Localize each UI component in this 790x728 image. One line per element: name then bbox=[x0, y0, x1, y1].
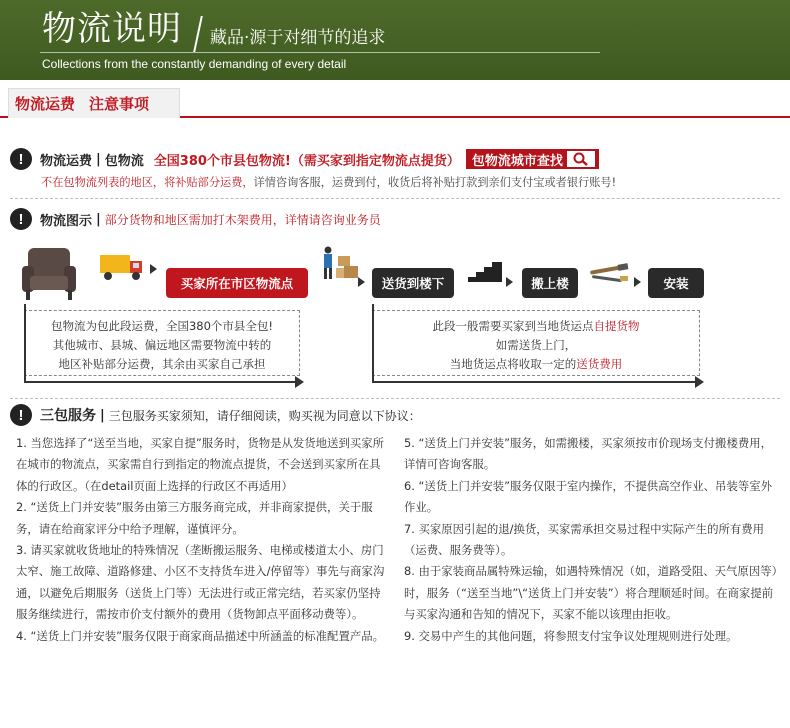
banner-divider bbox=[40, 52, 600, 53]
banner-english: Collections from the constantly demanding of every detail bbox=[42, 57, 347, 71]
right-note-line bbox=[373, 317, 699, 336]
term-item: 8. 由于家装商品属特殊运输，如遇特殊情况（如，道路受阻、天气原因等）时，服务（“送至当地”\“送货上门并安装”）将合理顺延时间。在商家提前与买家沟通和告知的情况下，买家不能以该理由拒收。 bbox=[404, 564, 778, 622]
right-note-highlight: 自提货物 bbox=[593, 319, 640, 333]
step-city-logistics-point: 买家所在市区物流点 bbox=[166, 268, 308, 298]
tab-label-shipping: 物流运费 bbox=[15, 95, 76, 113]
right-flow-note bbox=[372, 310, 700, 376]
stairs-icon bbox=[468, 260, 502, 282]
arrow-right-icon bbox=[634, 277, 641, 287]
step-carry-upstairs: 搬上楼 bbox=[522, 268, 578, 298]
shipping-title: 物流运费 bbox=[40, 153, 93, 169]
step-deliver-downstairs: 送货到楼下 bbox=[372, 268, 454, 298]
term-item: 5. “送货上门并安装”服务，如需搬楼，买家须按市价现场支付搬楼费用，详情可咨询客服。 bbox=[404, 436, 773, 472]
tab-shipping-notes bbox=[8, 88, 180, 118]
service-title: 三包服务 bbox=[40, 408, 96, 424]
section-divider bbox=[10, 398, 780, 399]
exclamation-icon: ! bbox=[10, 404, 32, 426]
step-install: 安装 bbox=[648, 268, 704, 298]
term-item: 9. 交易中产生的其他问题，将参照支付宝争议处理规则进行处理。 bbox=[404, 628, 738, 643]
tools-icon bbox=[588, 262, 632, 286]
arrow-right-icon bbox=[506, 277, 513, 287]
subsidy-note-gray: 详情咨询客服，运费到付，收货后将补贴打款到亲们支付宝或者银行账号! bbox=[253, 176, 617, 189]
section-tabbar bbox=[0, 88, 790, 118]
right-note-line: 如需送货上门， bbox=[495, 338, 577, 352]
term-item: 6. “送货上门并安装”服务仅限于室内操作，不提供高空作业、吊装等室外作业。 bbox=[404, 478, 773, 515]
flow-arrow-left bbox=[24, 381, 302, 383]
header-banner bbox=[0, 0, 790, 80]
banner-subtitle: 藏品·源于对细节的追求 bbox=[210, 28, 386, 48]
shipping-header bbox=[10, 148, 599, 170]
subsidy-note-red: 不在包物流列表的地区，将补贴部分运费， bbox=[41, 176, 254, 189]
title-separator: | bbox=[100, 407, 105, 423]
search-icon bbox=[567, 151, 595, 167]
left-note-line: 地区补贴部分运费，其余由买家自己承担 bbox=[58, 357, 266, 371]
right-note-text: 当地货运点将收取一定的 bbox=[449, 357, 577, 371]
flow-arrow-right bbox=[372, 381, 702, 383]
city-search-label: 包物流城市查找 bbox=[471, 153, 563, 169]
shipping-subsidy-note bbox=[41, 174, 616, 190]
exclamation-icon: ! bbox=[10, 208, 32, 230]
delivery-person-icon bbox=[320, 246, 360, 280]
diagram-desc: 部分货物和地区需加打木架费用，详情请咨询业务员 bbox=[104, 212, 381, 227]
term-item: 7. 买家原因引起的退/换货，买家需承担交易过程中实际产生的所有费用（运费、服务费等）。 bbox=[404, 521, 765, 558]
right-note-text: 此段一般需要买家到当地货运点 bbox=[432, 319, 594, 333]
left-note-line: 包物流为包此段运费，全国380个市县全包! bbox=[50, 319, 274, 333]
diagram-title: 物流图示 bbox=[40, 213, 93, 229]
truck-icon bbox=[100, 253, 144, 281]
term-item: 3. 请买家就收货地址的特殊情况（垄断搬运服务、电梯或楼道太小、房门太窄、施工故障、道路修建、小区不支持货车进入/停留等）事先与商家沟通，以避免后期服务（送货上门等）无法进行或正常完结，若买家仍坚持服务继续进行，需按市价支付额外的费用（货物卸点平面移动费等）。 bbox=[16, 543, 385, 622]
terms-right-column bbox=[404, 433, 780, 647]
tab-label-notes: 注意事项 bbox=[89, 95, 150, 113]
exclamation-icon: ! bbox=[10, 148, 32, 170]
service-desc: 三包服务买家须知，请仔细阅读，购买视为同意以下协议： bbox=[108, 408, 421, 423]
term-item: 1. 当您选择了“送至当地，买家自提”服务时，货物是从发货地送到买家所在城市的物流点，买家需自行到指定的物流点提货，不会送到买家所在具体的行政区。（在detail页面上选择的行政区不再适用） bbox=[16, 436, 385, 493]
term-item: 2. “送货上门并安装”服务由第三方服务商完成，并非商家提供，关于服务，请在给商家评分中给予理解，谨慎评分。 bbox=[16, 500, 373, 536]
left-note-line: 其他城市、县城、偏远地区需要物流中转的 bbox=[52, 338, 272, 352]
terms-left-column bbox=[16, 433, 390, 647]
title-separator: | bbox=[96, 211, 101, 227]
shipping-headline: 全国380个市县包物流!（需买家到指定物流点提货） bbox=[153, 153, 460, 169]
city-search-button[interactable] bbox=[466, 149, 599, 169]
sofa-icon bbox=[20, 246, 78, 302]
arrow-right-icon bbox=[358, 277, 365, 287]
arrow-right-icon bbox=[150, 264, 157, 274]
banner-separator bbox=[193, 16, 203, 52]
left-flow-note bbox=[24, 310, 300, 376]
shipping-label: 包物流 bbox=[104, 153, 144, 169]
right-note-highlight: 送货费用 bbox=[576, 357, 623, 371]
right-note-line bbox=[373, 355, 699, 374]
title-separator: | bbox=[96, 151, 101, 167]
section-divider bbox=[10, 198, 780, 199]
term-item: 4. “送货上门并安装”服务仅限于商家商品描述中所涵盖的标准配置产品。 bbox=[16, 628, 385, 643]
service-header bbox=[10, 404, 421, 426]
flow-start-line bbox=[24, 304, 26, 382]
flow-mid-line bbox=[372, 304, 374, 382]
banner-title: 物流说明 bbox=[42, 9, 182, 49]
diagram-header bbox=[10, 208, 381, 230]
